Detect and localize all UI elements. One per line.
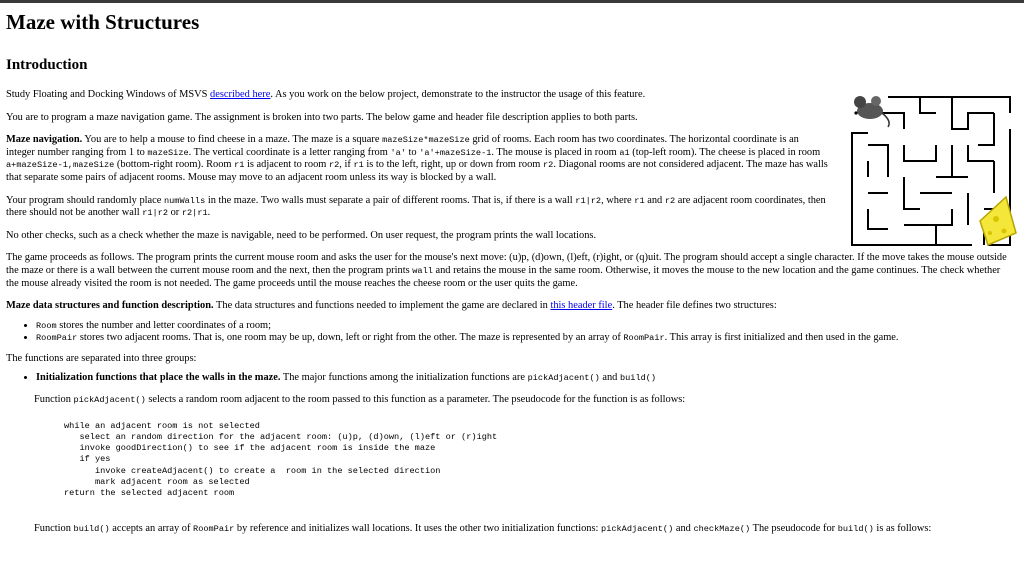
pseudocode-block: while an adjacent room is not selected select an random direction for the adjacent room: (u)p, (d)own, (l)eft or (r)ight invoke goodDirection() to see if the adjacent room is inside the maze if yes invoke createAdjacent() to create a room in the selected direction mark adjacent room as selected return the selected adjacent room (64, 420, 498, 498)
no-checks-paragraph: No other checks, such as a check whether the maze is navigable, need to be performed. On user request, the program prints the wall locations. (6, 229, 597, 241)
init-functions-label: Initialization functions that place the walls in the maze. (36, 371, 281, 383)
pick-adjacent-paragraph: Function pickAdjacent() selects a random room adjacent to the room passed to this function as a parameter. The pseudocode for the function is as follows: (34, 394, 686, 406)
maze-navigation-paragraph: Maze navigation. You are to help a mouse to find cheese in a maze. The maze is a square mazeSize*mazeSize grid of rooms. Each room has two coordinates. The horizontal coordinate is an integer number ranging from 1 to mazeSize. The vertical coordinate is a letter ranging from 'a' to 'a'+mazeSize-1. The mouse is placed in room a1 (top-left room). The cheese is placed in room a+mazeSize-1,mazeSize (bottom-right room). Room r1 is adjacent to room r2, if r1 is to the left, right, up or down from room r2. Diagonal rooms are not considered adjacent. The maze has walls that separate some pairs of adjacent rooms. Mouse may move to an adjacent room unless its way is blocked by a wall. (6, 134, 828, 183)
data-structures-label: Maze data structures and function description. (6, 300, 214, 312)
walls-paragraph: Your program should randomly place numWalls in the maze. Two walls must separate a pair of different rooms. That is, if there is a wall r1|r2, where r1 and r2 are adjacent room coordinates, then there should not be another wall r1|r2 or r2|r1. (6, 194, 826, 219)
groups-intro: The functions are separated into three groups: (6, 352, 197, 364)
structures-list (6, 320, 1018, 345)
list-item: • RoomPair stores two adjacent rooms. That is, one room may be up, down, left or right from the other. The maze is represented by an array of RoomPair. This array is first initialized and then used in the game. (36, 332, 1018, 345)
function-groups-list (6, 372, 1018, 385)
data-structures-paragraph: Maze data structures and function description. The data structures and functions needed to implement the game are declared in this header file. The header file defines two structures: (6, 300, 777, 312)
intro-paragraph: Study Floating and Docking Windows of MSVS described here. As you work on the below project, demonstrate to the instructor the usage of this feature. (6, 89, 646, 100)
maze-illustration (848, 93, 1018, 253)
maze-navigation-label: Maze navigation. (6, 134, 83, 146)
described-here-link[interactable]: described here (210, 89, 271, 100)
mouse-icon (854, 96, 889, 127)
game-paragraph: The game proceeds as follows. The program prints the current mouse room and asks the user for the mouse's next move: (u)p, (d)own, (l)eft, (r)ight, or (q)uit. The program should accept a single character. If the move takes the mouse outside the maze or there is a wall between the current mouse room and the next, then the program prints wall and retains the mouse in the same room. Otherwise, it moves the mouse to the new location and the game continues. The check whether the mouse already visited the room is not needed. The game proceeds until the mouse reaches the cheese room or the user quits the game. (6, 252, 1007, 289)
assignment-paragraph: You are to program a maze navigation game. The assignment is broken into two parts. The below game and header file description applies to both parts. (6, 111, 638, 123)
page-title: Maze with Structures (6, 10, 200, 34)
build-paragraph: Function build() accepts an array of RoomPair by reference and initializes wall locations. It uses the other two initialization functions: pickAdjacent() and checkMaze() The pseudocode for build() is as follows: (34, 523, 932, 535)
list-item: • Room stores the number and letter coordinates of a room; (36, 320, 1018, 333)
document (0, 9, 1024, 536)
section-heading-introduction: Introduction (6, 57, 88, 73)
list-item: • Initialization functions that place the walls in the maze. The major functions among the initialization functions are pickAdjacent() and build() (36, 372, 1018, 385)
header-file-link[interactable]: this header file (550, 300, 613, 312)
